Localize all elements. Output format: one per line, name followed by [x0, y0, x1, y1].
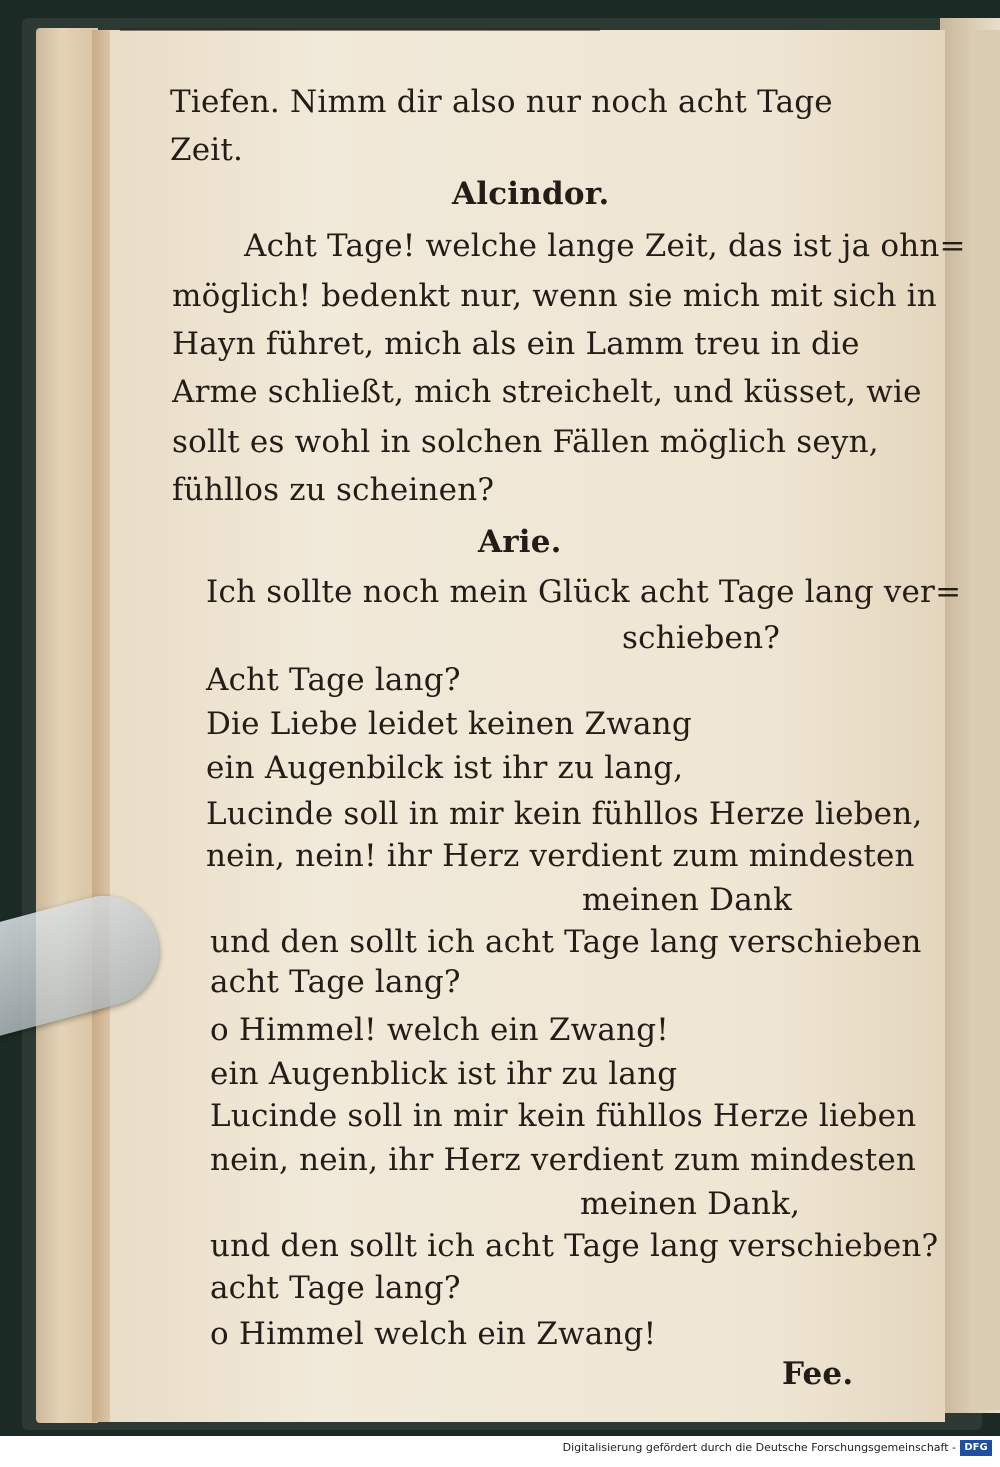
verse-line: o Himmel! welch ein Zwang!: [210, 1012, 669, 1048]
verse-line: Acht Tage lang?: [206, 662, 461, 698]
catchword: Fee.: [782, 1356, 854, 1392]
text-line: Tiefen. Nimm dir also nur noch acht Tage: [170, 84, 833, 120]
page-stack-edge: [36, 28, 98, 1423]
text-line: sollt es wohl in solchen Fällen möglich seyn,: [172, 424, 879, 460]
verse-line: Ich sollte noch mein Glück acht Tage lang ver=: [206, 574, 962, 610]
verse-line: acht Tage lang?: [210, 1270, 461, 1306]
verse-line: nein, nein, ihr Herz verdient zum mindesten: [210, 1142, 917, 1178]
dfg-logo: DFG: [960, 1440, 992, 1456]
verse-line: schieben?: [622, 620, 781, 656]
verse-line: und den sollt ich acht Tage lang verschieben?: [210, 1228, 939, 1264]
text-line: möglich! bedenkt nur, wenn sie mich mit sich in: [172, 278, 937, 314]
text-line: Zeit.: [170, 132, 244, 168]
verse-line: ein Augenbilck ist ihr zu lang,: [206, 750, 684, 786]
header-rule: [120, 28, 600, 39]
verse-line: Lucinde soll in mir kein fühllos Herze lieben: [210, 1098, 917, 1134]
verse-line: meinen Dank: [582, 882, 793, 918]
footer-credit: Digitalisierung gefördert durch die Deutsche Forschungsgemeinschaft -: [562, 1441, 956, 1454]
verse-line: o Himmel welch ein Zwang!: [210, 1316, 657, 1352]
verse-line: ein Augenblick ist ihr zu lang: [210, 1056, 678, 1092]
facing-page-shadow: [975, 30, 1000, 1410]
speaker-name: Alcindor.: [452, 176, 610, 212]
verse-line: und den sollt ich acht Tage lang verschieben: [210, 924, 922, 960]
verse-line: Lucinde soll in mir kein fühllos Herze lieben,: [206, 796, 923, 832]
text-line: Hayn führet, mich als ein Lamm treu in die: [172, 326, 860, 362]
verse-line: meinen Dank,: [580, 1186, 801, 1222]
section-heading: Arie.: [478, 524, 562, 560]
text-line: Acht Tage! welche lange Zeit, das ist ja ohn=: [244, 228, 966, 264]
text-line: Arme schließt, mich streichelt, und küsset, wie: [172, 374, 922, 410]
verse-line: acht Tage lang?: [210, 964, 461, 1000]
text-line: fühllos zu scheinen?: [172, 472, 495, 508]
verse-line: nein, nein! ihr Herz verdient zum mindesten: [206, 838, 915, 874]
verse-line: Die Liebe leidet keinen Zwang: [206, 706, 692, 742]
